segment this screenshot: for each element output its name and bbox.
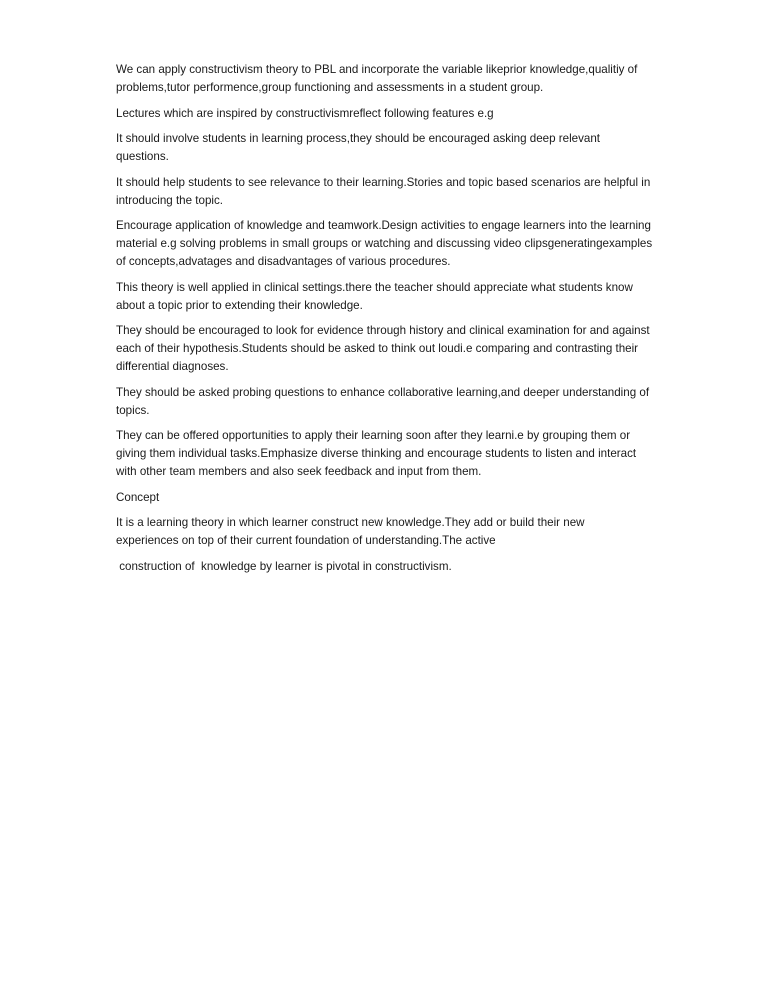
text-line: material e.g solving problems in small groups or watching and discussing video clipsgeneratingexamples — [116, 237, 653, 250]
text-line: We can apply constructivism theory to PBL and incorporate the variable likeprior knowledge,qualitiy of — [116, 63, 638, 76]
text-line: with other team members and also seek feedback and input from them. — [116, 465, 482, 478]
paragraph — [116, 217, 696, 271]
text-line: topics. — [116, 403, 150, 417]
text-line: about a topic prior to extending their knowledge. — [116, 298, 363, 312]
document-body — [116, 61, 696, 583]
text-line: This theory is well applied in clinical settings.there the teacher should appreciate what students know — [116, 280, 633, 294]
text-line: They should be encouraged to look for evidence through history and clinical examination for and against — [116, 324, 650, 337]
text-line: It is a learning theory in which learner construct new knowledge.They add or build their new — [116, 516, 585, 529]
paragraph — [116, 279, 696, 315]
text-line: experiences on top of their current foundation of understanding.The active — [116, 534, 496, 547]
text-line: Concept — [116, 490, 160, 504]
paragraph — [116, 130, 696, 166]
text-line: They should be asked probing questions to enhance collaborative learning,and deeper understanding of — [116, 385, 650, 399]
text-line: problems,tutor performence,group functioning and assessments in a student group. — [116, 81, 544, 94]
paragraph — [116, 384, 696, 420]
section-heading-concept — [116, 489, 696, 507]
text-line: each of their hypothesis.Students should be asked to think out loudi.e comparing and contrasting their — [116, 342, 639, 355]
paragraph — [116, 61, 696, 97]
text-line: construction of knowledge by learner is pivotal in constructivism. — [116, 559, 452, 573]
text-line: It should involve students in learning process,they should be encouraged asking deep relevant — [116, 132, 601, 145]
text-line: giving them individual tasks.Emphasize diverse thinking and encourage students to listen and interact — [116, 447, 637, 460]
text-line: It should help students to see relevance to their learning.Stories and topic based scenarios are helpful in — [116, 175, 651, 189]
text-line: They can be offered opportunities to apply their learning soon after they learni.e by grouping them or — [116, 429, 631, 442]
text-line: of concepts,advatages and disadvantages of various procedures. — [116, 255, 451, 268]
text-line: Lectures which are inspired by constructivismreflect following features e.g — [116, 106, 494, 120]
text-line: questions. — [116, 150, 169, 163]
text-line: introducing the topic. — [116, 193, 223, 207]
paragraph — [116, 514, 696, 550]
paragraph — [116, 174, 696, 210]
text-line: differential diagnoses. — [116, 360, 229, 373]
paragraph — [116, 105, 696, 123]
paragraph — [116, 322, 696, 376]
paragraph — [116, 558, 696, 576]
text-line: Encourage application of knowledge and teamwork.Design activities to engage learners into the learning — [116, 219, 651, 232]
paragraph — [116, 427, 696, 481]
